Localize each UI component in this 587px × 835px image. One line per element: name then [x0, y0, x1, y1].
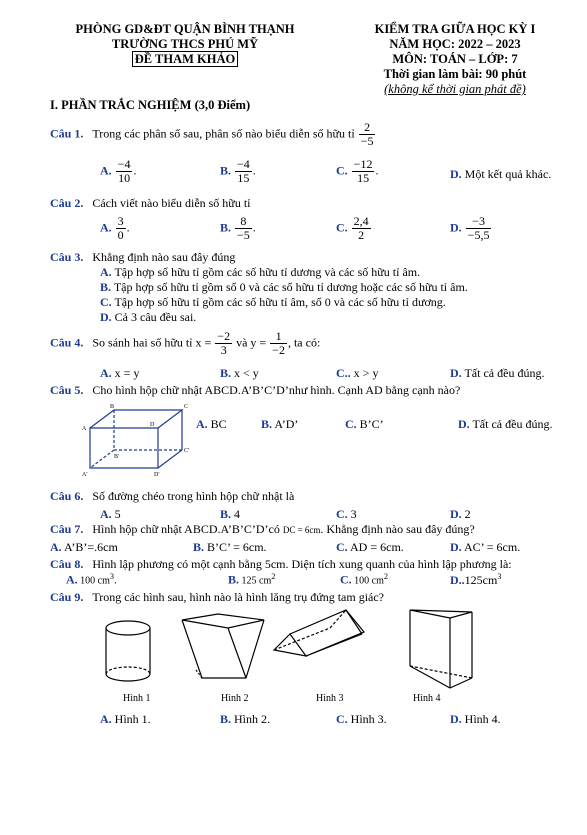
- q2-option-c[interactable]: C. $\frac{2,4}{2}$: [336, 214, 369, 242]
- section-title: I. PHẦN TRẮC NGHIỆM (3,0 Điểm): [50, 98, 251, 112]
- q8-option-a[interactable]: A. 100 $cm^3$.: [66, 572, 117, 587]
- q6-option-c[interactable]: C. 3: [336, 507, 357, 521]
- q2-option-b[interactable]: B. $\frac{8}{-5}$ .: [220, 214, 256, 242]
- question-number: Câu 4.: [50, 335, 84, 350]
- question-7: Câu 7. Hình hộp chữ nhật ABCD.A’B’C’D’có DC = 6cm. Khẳng định nào sau đây đúng?: [50, 522, 475, 536]
- q2-option-d[interactable]: D. $\frac{-3}{-5,5}$: [450, 214, 490, 242]
- q3-option-a[interactable]: A. Tập hợp số hữu tỉ gồm các số hữu tỉ dương và các số hữu tỉ âm.: [100, 265, 421, 279]
- question-4: Câu 4. So sánh hai số hữu tỉ x = $\frac{-2}{3}$ và y = $\frac{1}{-2}$ , ta có:: [50, 329, 321, 357]
- question-2: [50, 196, 250, 211]
- subject-grade: MÔN: TOÁN – LỚP: 7: [392, 52, 518, 66]
- triangular-prism-figure: [400, 606, 480, 692]
- figure-caption: Hình 3: [316, 693, 344, 704]
- question-5: [50, 383, 460, 398]
- q3-option-c[interactable]: C. Tập hợp số hữu tỉ gồm các số hữu tỉ âm, số 0 và các số hữu tỉ dương.: [100, 295, 446, 309]
- q8-option-c[interactable]: C. 100 $cm^2$: [340, 572, 389, 587]
- question-text: Số đường chéo trong hình hộp chữ nhật là: [92, 489, 295, 503]
- figure-caption: Hình 1: [123, 693, 151, 704]
- question-8: [50, 557, 512, 572]
- question-number: Câu 2.: [50, 196, 84, 210]
- question-number: Câu 1.: [50, 126, 84, 141]
- question-number: Câu 8.: [50, 557, 84, 571]
- question-text: Cách viết nào biểu diễn số hữu tỉ: [92, 196, 251, 210]
- q9-option-b[interactable]: B. Hình 2.: [220, 712, 271, 726]
- q1-option-b[interactable]: B. $\frac{-4}{15}$ .: [220, 157, 256, 185]
- cylinder-figure: [100, 618, 160, 686]
- q8-option-b[interactable]: B. 125 $cm^2$: [228, 572, 276, 587]
- question-number: Câu 5.: [50, 383, 84, 397]
- question-3: [50, 250, 235, 265]
- question-text: Trong các phân số sau, phân số nào biểu diễn số hữu tỉ: [92, 126, 355, 141]
- q5-option-c[interactable]: C. B’C’: [345, 417, 384, 431]
- q4-option-b[interactable]: B. x < y: [220, 366, 259, 380]
- q7-option-a[interactable]: A. A’B’=.6cm: [50, 540, 118, 554]
- q3-option-d[interactable]: D. Cả 3 câu đều sai.: [100, 310, 197, 324]
- question-9: [50, 590, 384, 605]
- q9-option-c[interactable]: C. Hình 3.: [336, 712, 387, 726]
- question-text: Khẳng định nào sau đây đúng: [92, 250, 236, 264]
- question-number: Câu 3.: [50, 250, 84, 264]
- school-year: NĂM HỌC: 2022 – 2023: [389, 37, 521, 51]
- q6-option-a[interactable]: A. 5: [100, 507, 121, 521]
- question-text: Cho hình hộp chữ nhật ABCD.A’B’C’D’như hình. Cạnh AD bằng cạnh nào?: [92, 383, 461, 397]
- question-1: [50, 121, 376, 148]
- q4-option-c[interactable]: C.. x > y: [336, 366, 379, 380]
- vertex-label: B': [114, 454, 120, 460]
- figure-caption: Hình 4: [413, 693, 441, 704]
- q7-option-d[interactable]: D. AC’ = 6cm.: [450, 540, 521, 554]
- q4-option-d[interactable]: D. Tất cả đều đúng.: [450, 366, 545, 380]
- vertex-label: A: [82, 426, 87, 432]
- q5-option-b[interactable]: B. A’D’: [261, 417, 299, 431]
- exam-title: KIỂM TRA GIỮA HỌC KỲ I: [374, 22, 536, 36]
- vertex-label: B: [110, 404, 115, 410]
- question-number: Câu 7.: [50, 522, 84, 536]
- department-name: PHÒNG GD&ĐT QUẬN BÌNH THẠNH: [75, 22, 295, 36]
- q3-option-b[interactable]: B. Tập hợp số hữu tỉ gồm số 0 và các số hữu tỉ dương hoặc các số hữu tỉ âm.: [100, 280, 468, 294]
- q9-option-a[interactable]: A. Hình 1.: [100, 712, 151, 726]
- vertex-label: C': [184, 448, 190, 454]
- fraction-x: $\frac{-2}{3}$: [217, 329, 231, 357]
- q1-option-c[interactable]: C. $\frac{-12}{15}$ .: [336, 157, 379, 185]
- cuboid-figure: [82, 400, 194, 480]
- question-6: [50, 489, 294, 504]
- q7-option-b[interactable]: B. B’C’ = 6cm.: [193, 540, 267, 554]
- q7-option-c[interactable]: C. AD = 6cm.: [336, 540, 404, 554]
- question-text: Hình lập phương có một cạnh bằng 5cm. Diện tích xung quanh của hình lập phương là:: [92, 557, 512, 571]
- q6-option-d[interactable]: D. 2: [450, 507, 471, 521]
- q8-option-d[interactable]: $D..125cm^3$: [450, 572, 502, 587]
- hidden-edges: [90, 410, 182, 468]
- q4-option-a[interactable]: A. x = y: [100, 366, 140, 380]
- exam-duration: Thời gian làm bài: 90 phút: [383, 67, 527, 81]
- fraction: $\frac{2}{-5}$: [360, 120, 374, 148]
- vertex-label: D: [150, 422, 155, 428]
- exam-type-label: [60, 52, 310, 67]
- top-face: [90, 410, 182, 428]
- question-number: Câu 6.: [50, 489, 84, 503]
- duration-note: (không kể thời gian phát đề): [384, 82, 526, 96]
- vertex-label: C: [184, 404, 189, 410]
- figure-caption: Hình 2: [221, 693, 249, 704]
- q6-option-b[interactable]: B. 4: [220, 507, 241, 521]
- q1-option-a[interactable]: A. $\frac{-4}{10}$ .: [100, 157, 137, 185]
- lying-prism-figure: [272, 608, 368, 668]
- front-face: [90, 428, 158, 468]
- question-number: Câu 9.: [50, 590, 84, 604]
- reference-exam-box: ĐỀ THAM KHẢO: [132, 51, 238, 67]
- q9-option-d[interactable]: D. Hình 4.: [450, 712, 501, 726]
- vertex-label: D': [154, 472, 160, 478]
- q2-option-a[interactable]: A. $\frac{3}{0}$ .: [100, 214, 130, 242]
- q5-option-a[interactable]: A. BC: [196, 417, 227, 431]
- question-text: Trong các hình sau, hình nào là hình lăng trụ đứng tam giác?: [92, 590, 385, 604]
- q5-option-d[interactable]: D. Tất cả đều đúng.: [458, 417, 553, 431]
- frustum-figure: [180, 612, 266, 688]
- vertex-label: A': [82, 472, 88, 478]
- school-name: TRƯỜNG THCS PHÚ MỸ: [111, 37, 259, 51]
- fraction-y: $\frac{1}{-2}$: [272, 329, 285, 357]
- q1-option-d[interactable]: D. Một kết quả khác.: [450, 167, 552, 181]
